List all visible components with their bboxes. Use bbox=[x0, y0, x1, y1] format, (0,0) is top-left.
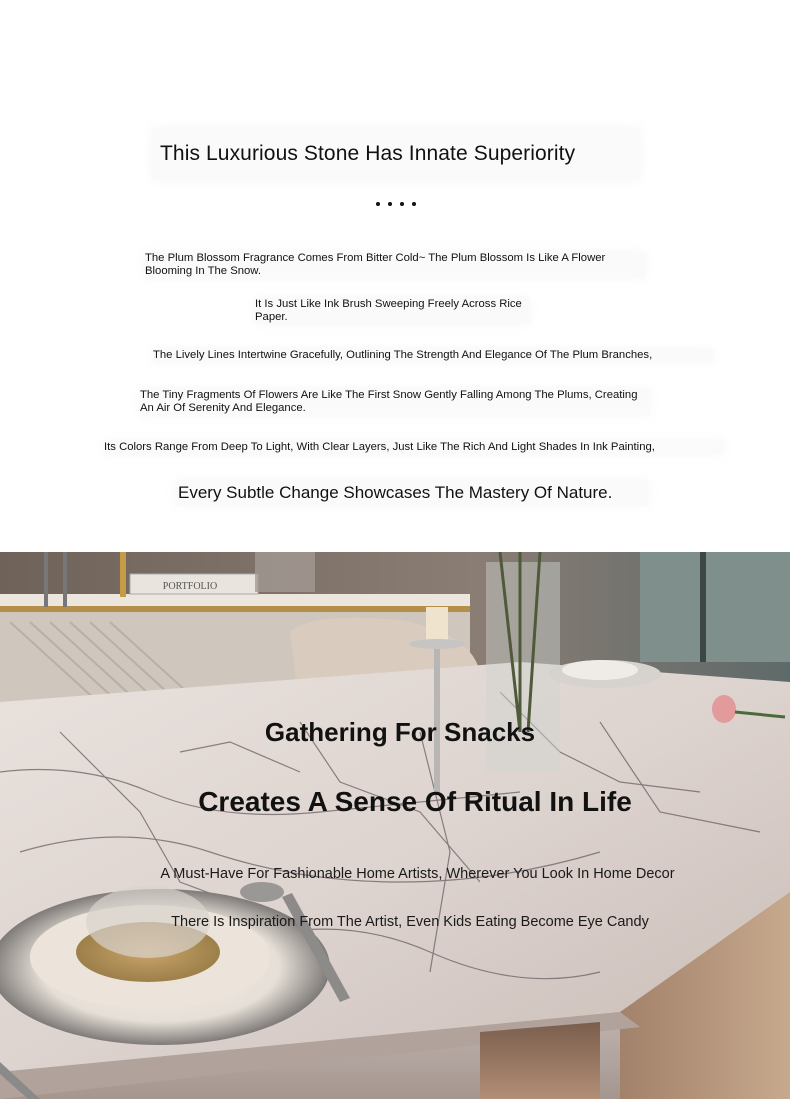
intro-line: The Plum Blossom Fragrance Comes From Bitter Cold~ The Plum Blossom Is Like A Flower Blooming In The Snow. bbox=[145, 252, 645, 278]
divider-dots bbox=[373, 194, 419, 214]
banner-line: A Must-Have For Fashionable Home Artists, Wherever You Look In Home Decor bbox=[160, 866, 675, 882]
intro-line: The Tiny Fragments Of Flowers Are Like The First Snow Gently Falling Among The Plums, Creating An Air Of Serenity And Elegance. bbox=[140, 389, 650, 415]
book-label: PORTFOLIO bbox=[162, 581, 218, 592]
marble-table-photo bbox=[0, 552, 790, 1099]
dining-scene-image bbox=[0, 552, 790, 1099]
intro-line: The Lively Lines Intertwine Gracefully, Outlining The Strength And Elegance Of The Plum Branches, bbox=[153, 349, 713, 362]
intro-line: Its Colors Range From Deep To Light, With Clear Layers, Just Like The Rich And Light Shades In Ink Painting, bbox=[104, 441, 724, 454]
banner-title: Gathering For Snacks bbox=[264, 717, 536, 747]
intro-line: It Is Just Like Ink Brush Sweeping Freely Across Rice Paper. bbox=[255, 298, 530, 324]
banner-subtitle: Creates A Sense Of Ritual In Life bbox=[198, 786, 632, 817]
banner-line: There Is Inspiration From The Artist, Even Kids Eating Become Eye Candy bbox=[171, 914, 649, 930]
section-heading: This Luxurious Stone Has Innate Superiority bbox=[152, 128, 640, 180]
closing-line: Every Subtle Change Showcases The Mastery Of Nature. bbox=[176, 480, 648, 505]
